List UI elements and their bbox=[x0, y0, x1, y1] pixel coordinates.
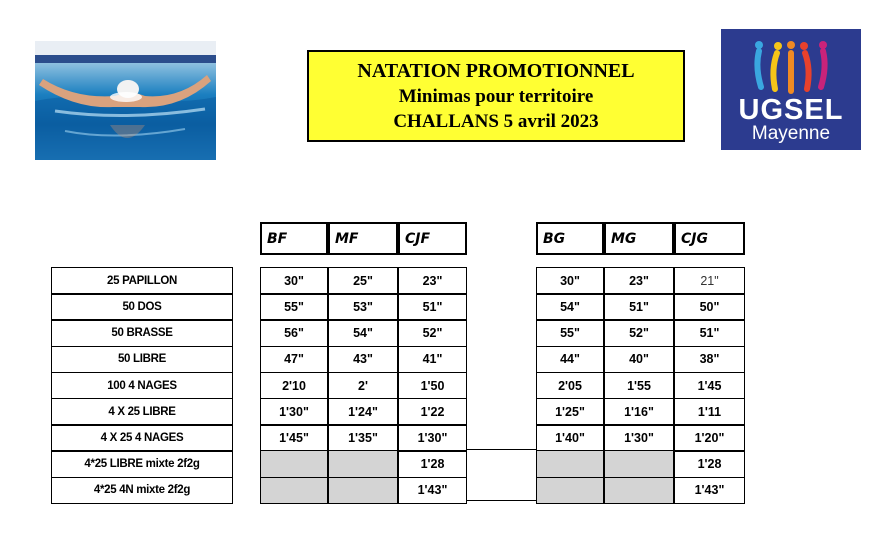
row-label: 50 LIBRE bbox=[51, 346, 233, 374]
time-cell: 56" bbox=[260, 319, 328, 347]
time-cell: 52" bbox=[398, 319, 467, 347]
time-cell: 25" bbox=[328, 267, 398, 295]
time-cell: 2'10 bbox=[260, 372, 328, 400]
row-label: 25 PAPILLON bbox=[51, 267, 233, 295]
header-cjg: CJG bbox=[674, 222, 745, 255]
time-cell: 1'30" bbox=[260, 398, 328, 426]
time-cell: 21" bbox=[674, 267, 745, 295]
header-mg: MG bbox=[604, 222, 674, 255]
time-cell: 1'50 bbox=[398, 372, 467, 400]
time-cell bbox=[260, 477, 328, 505]
time-cell: 30" bbox=[260, 267, 328, 295]
time-cell: 1'30" bbox=[604, 424, 674, 452]
header-cjf: CJF bbox=[398, 222, 467, 255]
time-cell: 54" bbox=[328, 319, 398, 347]
time-cell bbox=[536, 477, 604, 505]
header-bf: BF bbox=[260, 222, 328, 255]
time-cell: 1'28 bbox=[398, 450, 467, 478]
time-cell bbox=[536, 450, 604, 478]
time-cell: 41" bbox=[398, 346, 467, 374]
time-cell: 1'11 bbox=[674, 398, 745, 426]
time-cell bbox=[328, 477, 398, 505]
swimmer-photo bbox=[35, 41, 216, 160]
row-label: 4*25 4N mixte 2f2g bbox=[51, 477, 233, 505]
time-cell: 38" bbox=[674, 346, 745, 374]
time-cell: 1'22 bbox=[398, 398, 467, 426]
time-cell: 47" bbox=[260, 346, 328, 374]
row-label: 4 X 25 LIBRE bbox=[51, 398, 233, 426]
logo-line-1: UGSEL bbox=[738, 94, 844, 126]
title-line-1: NATATION PROMOTIONNEL bbox=[357, 59, 635, 82]
row-label: 4 X 25 4 NAGES bbox=[51, 424, 233, 452]
time-cell: 43" bbox=[328, 346, 398, 374]
time-cell: 55" bbox=[260, 293, 328, 321]
time-cell: 53" bbox=[328, 293, 398, 321]
time-cell: 51" bbox=[604, 293, 674, 321]
time-cell: 30" bbox=[536, 267, 604, 295]
time-cell bbox=[260, 450, 328, 478]
time-cell: 1'45 bbox=[674, 372, 745, 400]
time-cell: 55" bbox=[536, 319, 604, 347]
header-bg: BG bbox=[536, 222, 604, 255]
time-cell: 1'43" bbox=[674, 477, 745, 505]
time-cell: 23" bbox=[398, 267, 467, 295]
time-cell: 1'45" bbox=[260, 424, 328, 452]
time-cell: 2'05 bbox=[536, 372, 604, 400]
row-label: 50 BRASSE bbox=[51, 319, 233, 347]
title-line-3: CHALLANS 5 avril 2023 bbox=[393, 110, 599, 132]
title-line-2: Minimas pour territoire bbox=[398, 85, 594, 107]
time-cell: 1'30" bbox=[398, 424, 467, 452]
time-cell: 1'35" bbox=[328, 424, 398, 452]
time-cell: 1'55 bbox=[604, 372, 674, 400]
time-cell: 51" bbox=[398, 293, 467, 321]
time-cell: 23" bbox=[604, 267, 674, 295]
relay-divider-top bbox=[467, 449, 536, 450]
time-cell: 1'43" bbox=[398, 477, 467, 505]
time-cell: 1'28 bbox=[674, 450, 745, 478]
time-cell: 1'16" bbox=[604, 398, 674, 426]
time-cell: 52" bbox=[604, 319, 674, 347]
time-cell: 51" bbox=[674, 319, 745, 347]
time-cell bbox=[328, 450, 398, 478]
relay-divider-bottom bbox=[467, 500, 536, 501]
ugsel-logo bbox=[721, 29, 861, 150]
time-cell: 40" bbox=[604, 346, 674, 374]
time-cell: 1'40" bbox=[536, 424, 604, 452]
time-cell bbox=[604, 450, 674, 478]
time-cell: 44" bbox=[536, 346, 604, 374]
row-label: 50 DOS bbox=[51, 293, 233, 321]
row-label: 100 4 NAGES bbox=[51, 372, 233, 400]
time-cell: 54" bbox=[536, 293, 604, 321]
time-cell: 1'25" bbox=[536, 398, 604, 426]
logo-line-2: Mayenne bbox=[751, 123, 831, 144]
time-cell: 50" bbox=[674, 293, 745, 321]
time-cell: 1'24" bbox=[328, 398, 398, 426]
time-cell: 2' bbox=[328, 372, 398, 400]
row-label: 4*25 LIBRE mixte 2f2g bbox=[51, 450, 233, 478]
time-cell: 1'20" bbox=[674, 424, 745, 452]
header-mf: MF bbox=[328, 222, 398, 255]
time-cell bbox=[604, 477, 674, 505]
title-box bbox=[307, 50, 685, 142]
